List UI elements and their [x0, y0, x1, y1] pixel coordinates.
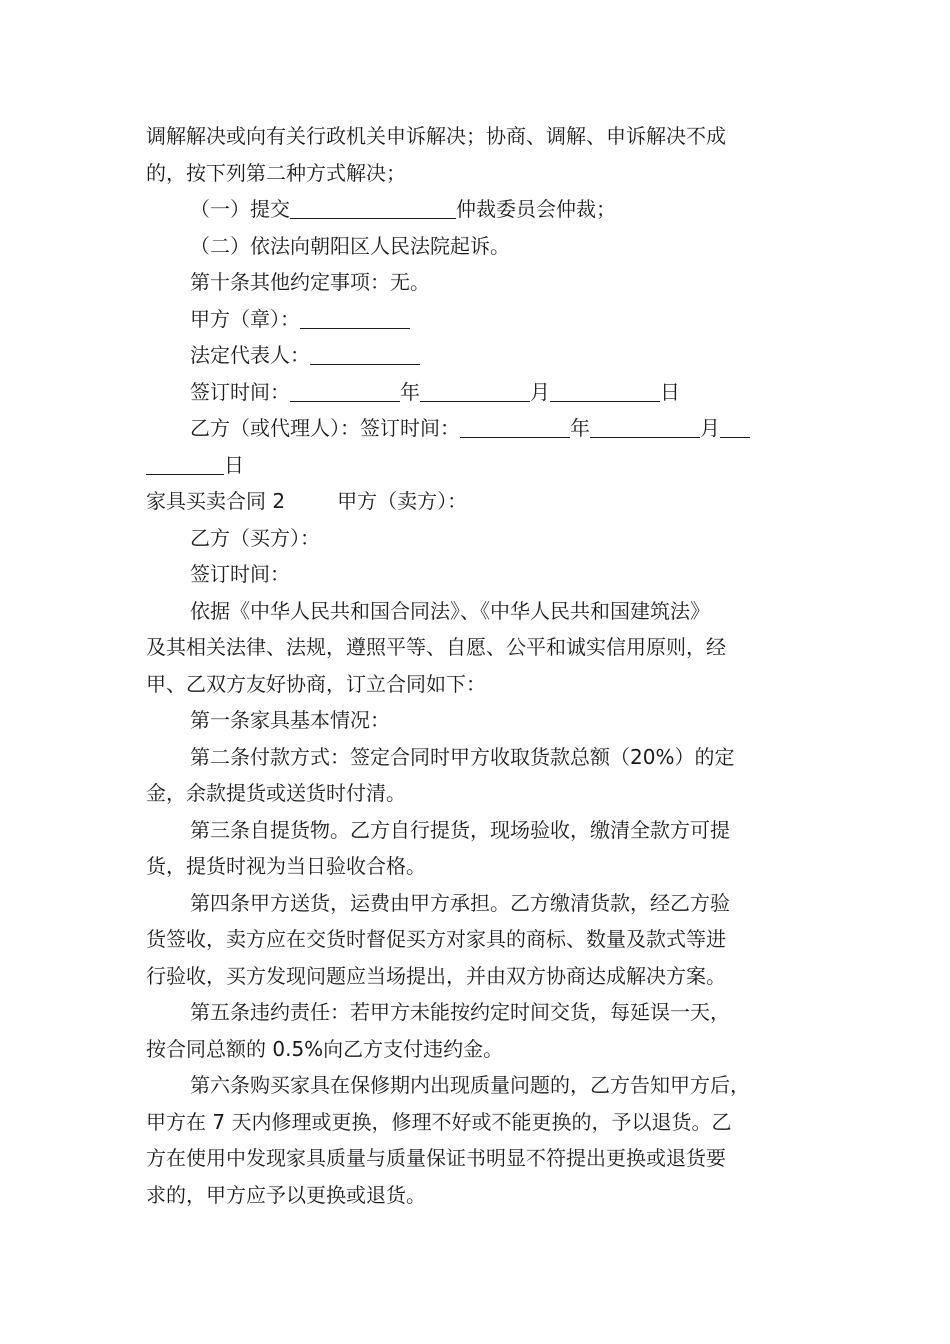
blank-line: [310, 342, 420, 365]
text-line: [146, 483, 810, 520]
text-segment: 日: [224, 452, 244, 477]
blank-line: [290, 196, 456, 219]
text-line: [146, 447, 810, 484]
blank-line: [146, 452, 224, 475]
text-segment: 甲方（卖方）：: [337, 489, 468, 513]
text-line: 方在使用中发现家具质量与质量保证书明显不符提出更换或退货要: [146, 1146, 726, 1170]
text-line: 第三条自提货物。乙方自行提货，现场验收，缴清全款方可提: [190, 817, 730, 842]
text-segment: 年: [400, 379, 420, 404]
text-line: 第二条付款方式：签定合同时甲方收取货款总额（20%）的定: [190, 744, 735, 769]
text-line: [146, 191, 810, 228]
section-title: 家具买卖合同 2: [146, 489, 286, 513]
text-line: 甲方在 7 天内修理或更换，修理不好或不能更换的，予以退货。乙: [146, 1109, 732, 1134]
text-segment: （一）提交: [190, 197, 290, 221]
text-line: 按合同总额的 0.5%向乙方支付违约金。: [146, 1036, 504, 1061]
text-line: 第四条甲方送货，运费由甲方承担。乙方缴清货款，经乙方验: [190, 890, 730, 915]
text-line: 求的，甲方应予以更换或退货。: [146, 1182, 426, 1207]
text-line: 金，余款提货或送货时付清。: [146, 781, 406, 805]
text-line: 甲、乙双方友好协商，订立合同如下：: [146, 671, 486, 696]
text-line: [146, 410, 810, 447]
text-line: 行验收，买方发现问题应当场提出，并由双方协商达成解决方案。: [146, 963, 726, 988]
text-line: 第十条其他约定事项：无。: [190, 270, 430, 294]
text-line: [146, 337, 810, 374]
blank-line: [290, 379, 400, 402]
document-page: [146, 118, 810, 1213]
text-line: 第一条家具基本情况：: [190, 708, 390, 732]
text-segment: 年: [570, 416, 590, 440]
text-line: 货签收，卖方应在交货时督促买方对家具的商标、数量及款式等进: [146, 927, 726, 951]
blank-line: [590, 415, 700, 438]
text-segment: 月: [700, 416, 720, 440]
blank-line: [720, 415, 750, 438]
text-segment: 签订时间：: [190, 379, 290, 404]
blank-line: [550, 379, 660, 402]
text-segment: 法定代表人：: [190, 343, 310, 367]
text-line: 第五条违约责任：若甲方未能按约定时间交货，每延误一天，: [190, 1000, 730, 1024]
text-line: 调解解决或向有关行政机关申诉解决；协商、调解、申诉解决不成: [146, 124, 726, 148]
text-segment: 乙方（或代理人）：签订时间：: [190, 416, 460, 440]
text-line: [146, 301, 810, 338]
text-line: 及其相关法律、法规，遵照平等、自愿、公平和诚实信用原则，经: [146, 635, 726, 659]
blank-line: [300, 306, 410, 329]
blank-line: [420, 379, 530, 402]
text-segment: 月: [530, 379, 550, 404]
text-line: 货，提货时视为当日验收合格。: [146, 854, 426, 878]
text-line: 签订时间：: [190, 562, 290, 586]
text-line: 依据《中华人民共和国合同法》、《中华人民共和国建筑法》: [190, 598, 710, 623]
blank-line: [460, 415, 570, 438]
text-segment: 仲裁委员会仲裁；: [456, 197, 616, 221]
text-segment: 甲方（章）：: [190, 306, 300, 331]
text-line: （二）依法向朝阳区人民法院起诉。: [190, 233, 510, 258]
text-segment: 日: [660, 379, 680, 404]
text-line: 第六条购买家具在保修期内出现质量问题的，乙方告知甲方后，: [190, 1073, 750, 1097]
text-line: [146, 374, 810, 411]
text-line: 的，按下列第二种方式解决；: [146, 160, 406, 185]
text-line: 乙方（买方）：: [190, 525, 320, 550]
